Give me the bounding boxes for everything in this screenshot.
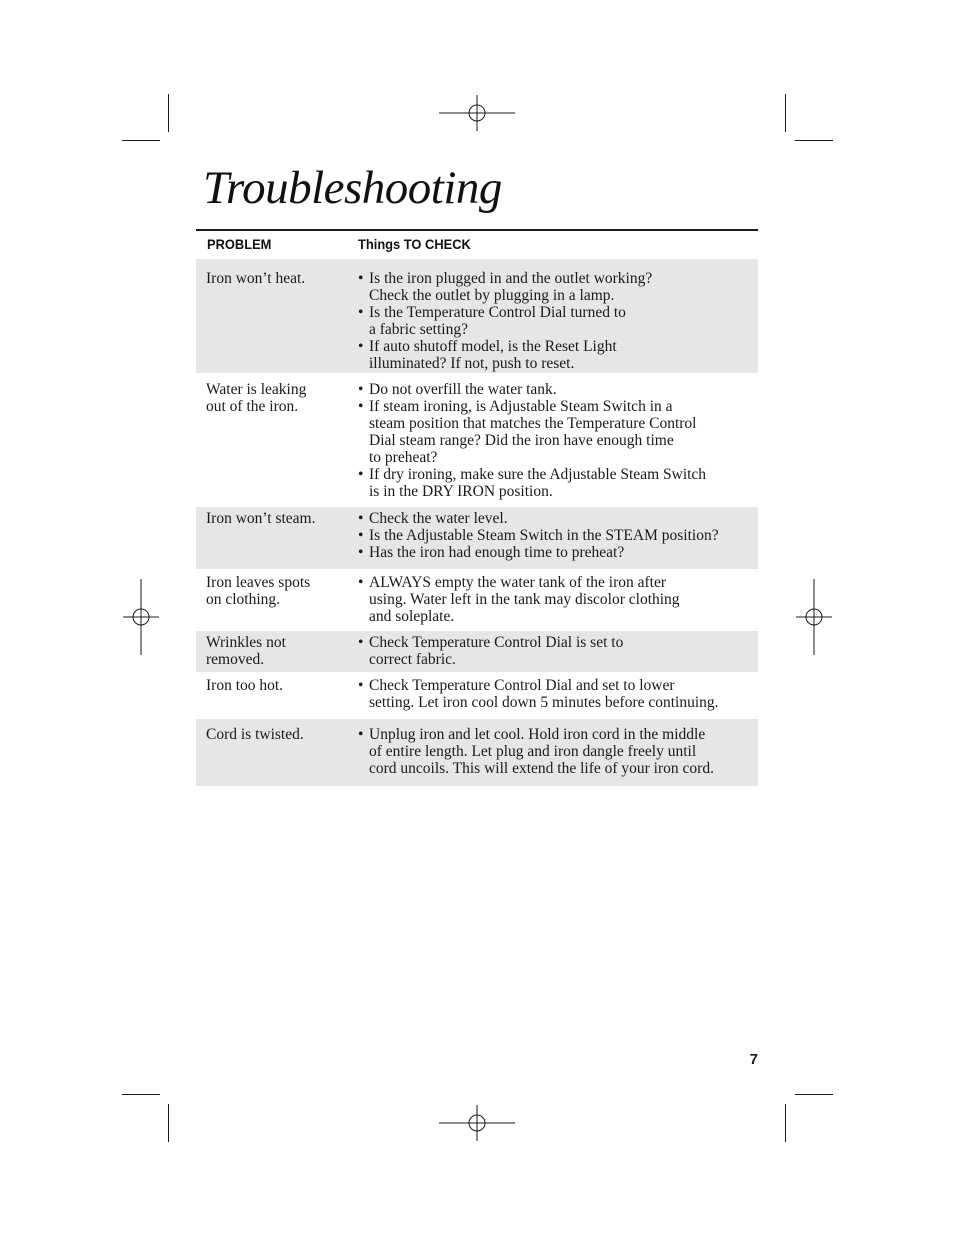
table-row bbox=[196, 672, 758, 719]
checks-cell bbox=[358, 270, 753, 372]
check-item: • If dry ironing, make sure the Adjustable Steam Switch is in the DRY IRON position. bbox=[358, 466, 753, 500]
checks-cell bbox=[358, 677, 753, 711]
checks-cell bbox=[358, 634, 753, 668]
page-title: Troubleshooting bbox=[203, 162, 502, 214]
problem-cell: Iron won’t heat. bbox=[206, 270, 306, 287]
crop-mark-top-left-h bbox=[122, 140, 160, 141]
table-row bbox=[196, 373, 758, 507]
checks-cell bbox=[358, 381, 753, 500]
check-item: • Is the iron plugged in and the outlet working? Check the outlet by plugging in a lamp. bbox=[358, 270, 753, 304]
problem-cell: Iron leaves spots on clothing. bbox=[206, 574, 311, 608]
check-item: • If steam ironing, is Adjustable Steam Switch in a steam position that matches the Temperature Control Dial steam range? Did the iron have enough time to preheat? bbox=[358, 398, 753, 466]
crop-mark-top-right-h bbox=[795, 140, 833, 141]
registration-mark-top-icon bbox=[439, 75, 515, 151]
problem-cell: Iron won’t steam. bbox=[206, 510, 316, 527]
table-row bbox=[196, 507, 758, 569]
registration-mark-bottom-icon bbox=[439, 1085, 515, 1161]
check-item: • If auto shutoff model, is the Reset Light illuminated? If not, push to reset. bbox=[358, 338, 753, 372]
checks-cell bbox=[358, 510, 753, 561]
check-item: • Do not overfill the water tank. bbox=[358, 381, 753, 398]
problem-cell: Wrinkles not removed. bbox=[206, 634, 286, 668]
crop-mark-top-right-v bbox=[785, 94, 786, 132]
troubleshooting-table bbox=[196, 231, 758, 777]
page-number: 7 bbox=[749, 1051, 758, 1068]
crop-mark-bottom-left-v bbox=[168, 1104, 169, 1142]
registration-mark-left-icon bbox=[103, 579, 179, 655]
check-item: • Is the Temperature Control Dial turned to a fabric setting? bbox=[358, 304, 753, 338]
problem-cell: Cord is twisted. bbox=[206, 726, 304, 743]
table-header bbox=[196, 231, 758, 259]
check-item: • ALWAYS empty the water tank of the iron after using. Water left in the tank may discolor clothing and soleplate. bbox=[358, 574, 753, 625]
check-item: • Is the Adjustable Steam Switch in the STEAM position? bbox=[358, 527, 753, 544]
crop-mark-bottom-right-h bbox=[795, 1094, 833, 1095]
checks-cell bbox=[358, 726, 753, 777]
check-item: • Check the water level. bbox=[358, 510, 753, 527]
check-item: • Unplug iron and let cool. Hold iron cord in the middle of entire length. Let plug and iron dangle freely until cord uncoils. This will extend the life of your iron cord. bbox=[358, 726, 753, 777]
crop-mark-bottom-right-v bbox=[785, 1104, 786, 1142]
crop-mark-top-left-v bbox=[168, 94, 169, 132]
table-row bbox=[196, 259, 758, 373]
registration-mark-right-icon bbox=[776, 579, 852, 655]
check-item: • Check Temperature Control Dial and set to lower setting. Let iron cool down 5 minutes before continuing. bbox=[358, 677, 753, 711]
check-item: • Check Temperature Control Dial is set to correct fabric. bbox=[358, 634, 753, 668]
table-row bbox=[196, 719, 758, 786]
check-item: • Has the iron had enough time to preheat? bbox=[358, 544, 753, 561]
problem-column-header: PROBLEM bbox=[207, 236, 272, 252]
checks-column-header: Things TO CHECK bbox=[358, 236, 471, 252]
crop-mark-bottom-left-h bbox=[122, 1094, 160, 1095]
problem-cell: Iron too hot. bbox=[206, 677, 284, 694]
problem-cell: Water is leaking out of the iron. bbox=[206, 381, 307, 415]
checks-cell bbox=[358, 574, 753, 625]
table-row bbox=[196, 569, 758, 631]
table-row bbox=[196, 631, 758, 672]
